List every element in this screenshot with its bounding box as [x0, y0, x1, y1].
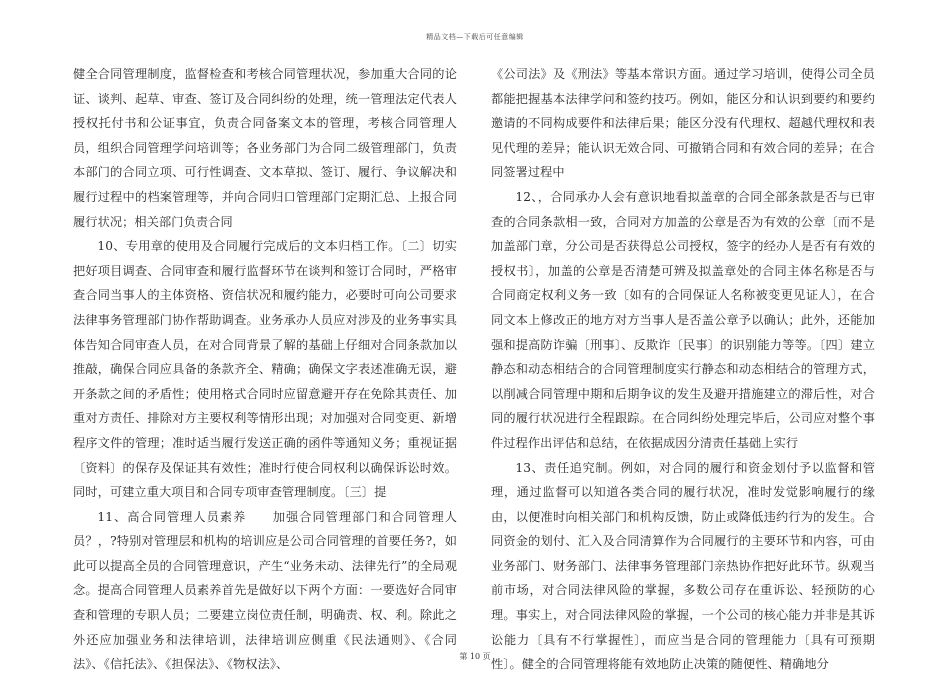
paragraph-item-12: 12、，合同承办人会有意识地看拟盖章的合同全部条款是否与已审查的合同条款相一致，合同对方加盖的公章是否为有效的公章〔而不是加盖部门章，分公司是否获得总公司授权，签字的经办人是否有有效的授权书〕，加盖的公章是否清楚可辨及拟盖章处的合同主体名称是否与合同商定权利义务一致〔如有的合同保证人名称被变更见证人〕，在合同文本上修改正的地方对方当事人是否盖公章予以确认；此外，还能加强和提高防诈骗〔刑事〕、反欺诈〔民事〕的识别能力等等。〔四〕建立静态和动态相结合的合同管理制度实行静态和动态相结合的管理方式，以削减合同管理中期和后期争议的发生及避开措施建立的滞后性，对合同的履行状况进行全程跟踪。在合同纠纷处理完毕后，公司应对整个事件过程作出评估和总结，在依据成因分清责任基础上实行: [491, 189, 875, 450]
paragraph-item-13: 13、责任追究制。例如，对合同的履行和资金划付予以监督和管理，通过监督可以知道各类合同的履行状况，准时发觉影响履行的缘由，以便准时向相关部门和机构反馈，防止或降低违约行为的发生。合同资金的划付、汇入及合同清算作为合同履行的主要环节和内容，可由业务部门、财务部门、法律事务管理部门亲热协作把好此环节。纵观当前市场，对合同法律风险的掌握，多数公司存在重诉讼、轻预防的心理。事实上，对合同法律风险的掌握，一个公司的核心能力并非是其诉讼能力〔具有不行掌握性〕，而应当是合同的管理能力〔具有可预期性〕。健全的合同管理将能有效地防止决策的随便性、精确地分: [491, 460, 875, 672]
left-text-column: [73, 62, 457, 677]
paragraph-item-10: 10、专用章的使用及合同履行完成后的文本归档工作。〔二〕切实把好项目调查、合同审查和履行监督环节在谈判和签订合同时，严格审查合同当事人的主体资格、资信状况和履约能力，必要时可向公司要求法律事务管理部门协作帮助调查。业务承办人员应对涉及的业务事实具体告知合同审查人员，在对合同背景了解的基础上仔细对合同条款加以推敲，确保合同应具备的条款齐全、精确；确保文字表述准确无误，避开条款之间的矛盾性；使用格式合同时应留意避开存在免除其责任、加重对方责任、排除对方主要权利等情形出现；对加强对合同变更、新增程序文件的管理；准时适当履行发送正确的函件等通知义务；重视证据〔资料〕的保存及保证其有效性；准时行使合同权利以确保诉讼时效。同时，可建立重大项目和合同专项审查管理制度。〔三〕提: [73, 239, 457, 500]
paragraph-continuation: 健全合同管理制度，监督检查和考核合同管理状况，参加重大合同的论证、谈判、起草、审查、签订及合同纠纷的处理，统一管理法定代表人授权托付书和公证事宜，负责合同备案文本的管理，考核合同管理人员，组织合同管理学问培训等；各业务部门为合同二级管理部门，负责本部门的合同立项、可行性调查、文本草拟、签订、履行、争议解决和履行过程中的档案管理等，并向合同归口管理部门定期汇总、上报合同履行状况；相关部门负责合同: [73, 67, 457, 229]
paragraph-continuation-right: 《公司法》及《刑法》等基本常识方面。通过学习培训，使得公司全员都能把握基本法律学问和签约技巧。例如，能区分和认识到要约和要约邀请的不同构成要件和法律后果；能区分没有代理权、超越代理权和表见代理的差异；能认识无效合同、可撤销合同和有效合同的差异；在合同签署过程中: [491, 67, 875, 180]
right-text-column: [491, 62, 875, 677]
page-number: 第 10 页: [459, 652, 491, 661]
page-header-note: 精品文档—下载后可任意编辑: [426, 33, 524, 41]
paragraph-item-11: 11、高合同管理人员素养 加强合同管理部门和合同管理人员？，?特别对管理层和机构的培训应是公司合同管理的首要任务?，如此可以提高全员的合同管理意识，产生“业务未动、法律先行”的全局观念。提高合同管理人员素养首先是做好以下两个方面：一要选好合同审查和管理的专职人员；二要建立岗位责任制，明确责、权、利。除此之外还应加强业务和法律培训，法律培训应侧重《民法通则》、《合同法》、《信托法》、《担保法》、《物权法》、: [73, 509, 457, 672]
